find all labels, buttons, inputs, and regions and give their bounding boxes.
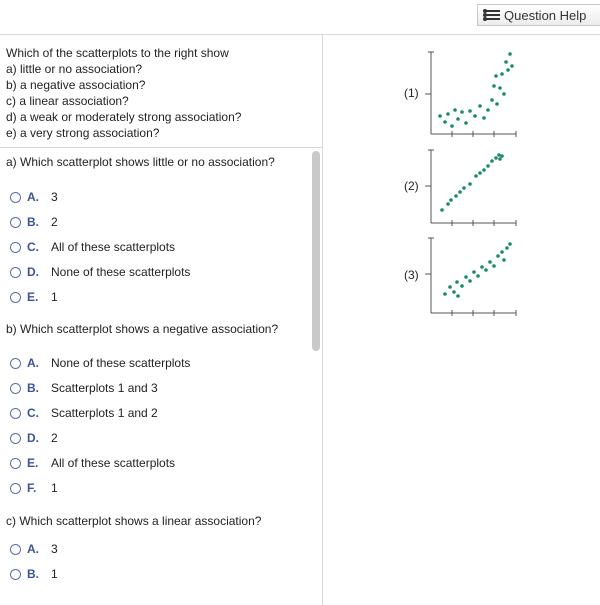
option-a-B[interactable]: B. 2	[10, 215, 58, 229]
scrollbar-thumb[interactable]	[312, 151, 320, 351]
question-b: b) Which scatterplot shows a negative association?	[6, 322, 279, 336]
scatterplot-1	[400, 44, 520, 139]
radio-button[interactable]	[10, 383, 21, 394]
intro-item: a) little or no association?	[6, 62, 143, 76]
radio-button[interactable]	[10, 569, 21, 580]
radio-button[interactable]	[10, 267, 21, 278]
intro-prompt: Which of the scatterplots to the right show	[6, 46, 229, 60]
option-c-A[interactable]: A. 3	[10, 542, 58, 556]
option-c-B[interactable]: B. 1	[10, 567, 58, 581]
question-c: c) Which scatterplot shows a linear association?	[6, 514, 262, 528]
option-a-A[interactable]: A. 3	[10, 190, 58, 204]
scatterplot-3	[400, 232, 520, 320]
radio-button[interactable]	[10, 292, 21, 303]
radio-button[interactable]	[10, 358, 21, 369]
plot-1-label: (1)	[404, 86, 419, 100]
radio-button[interactable]	[10, 433, 21, 444]
option-b-A[interactable]: A. None of these scatterplots	[10, 356, 190, 370]
question-a: a) Which scatterplot shows little or no association?	[6, 155, 275, 169]
question-help-label: Question Help	[504, 7, 587, 23]
radio-button[interactable]	[10, 544, 21, 555]
radio-button[interactable]	[10, 408, 21, 419]
plot-2-label: (2)	[404, 179, 419, 193]
radio-button[interactable]	[10, 217, 21, 228]
option-a-C[interactable]: C. All of these scatterplots	[10, 240, 175, 254]
intro-item: b) a negative association?	[6, 78, 146, 92]
radio-button[interactable]	[10, 458, 21, 469]
plot-3-label: (3)	[404, 268, 419, 282]
radio-button[interactable]	[10, 192, 21, 203]
radio-button[interactable]	[10, 483, 21, 494]
list-icon	[484, 9, 500, 21]
question-help-button[interactable]	[477, 4, 600, 26]
panel-divider	[322, 35, 323, 605]
intro-text	[6, 45, 306, 141]
option-b-E[interactable]: E. All of these scatterplots	[10, 456, 175, 470]
option-b-D[interactable]: D. 2	[10, 431, 58, 445]
option-b-C[interactable]: C. Scatterplots 1 and 2	[10, 406, 158, 420]
option-b-F[interactable]: F. 1	[10, 481, 58, 495]
option-a-E[interactable]: E. 1	[10, 290, 58, 304]
intro-item: e) a very strong association?	[6, 126, 160, 140]
intro-item: d) a weak or moderately strong association?	[6, 110, 242, 124]
header-divider	[0, 34, 600, 35]
option-a-D[interactable]: D. None of these scatterplots	[10, 265, 190, 279]
scatterplot-2	[400, 146, 520, 230]
question-scroll-pane[interactable]	[0, 148, 322, 605]
radio-button[interactable]	[10, 242, 21, 253]
option-b-B[interactable]: B. Scatterplots 1 and 3	[10, 381, 158, 395]
intro-item: c) a linear association?	[6, 94, 129, 108]
